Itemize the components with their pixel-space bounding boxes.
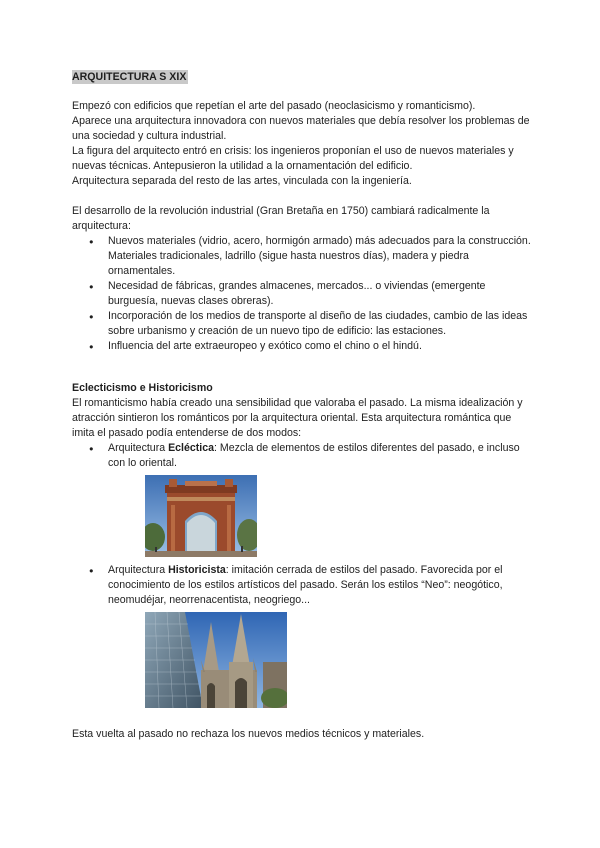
intro-line: La figura del arquitecto entró en crisis: los ingenieros proponían el uso de nuevos materiales y nuevas técnicas. Antepusieron la utilidad a la ornamentación del edificio. bbox=[72, 145, 514, 172]
document-page bbox=[72, 70, 532, 742]
item-bold-term: Ecléctica bbox=[168, 442, 215, 454]
eclecticism-lead: El romanticismo había creado una sensibilidad que valoraba el pasado. La misma idealización y atracción sintieron los románticos por la arquitectura oriental. Esta arquitectura romántica que imita el pasado podía entenderse de dos modos: bbox=[72, 397, 523, 439]
neogothic-cathedral-photo bbox=[145, 612, 287, 708]
eclecticism-list bbox=[72, 441, 532, 471]
revolution-lead: El desarrollo de la revolución industrial (Gran Bretaña en 1750) cambiará radicalmente la arquitectura: bbox=[72, 205, 490, 232]
intro-line: Aparece una arquitectura innovadora con nuevos materiales que debía resolver los problemas de una sociedad y cultura industrial. bbox=[72, 115, 530, 142]
item-bold-term: Historicista bbox=[168, 564, 226, 576]
list-item: ● Necesidad de fábricas, grandes almacenes, mercados... o viviendas (emergente burguesía, nuevas clases obreras). bbox=[108, 279, 532, 309]
arc-de-triomf-photo bbox=[145, 475, 257, 557]
list-item-historicist bbox=[108, 563, 532, 608]
intro-line: Arquitectura separada del resto de las artes, vinculada con la ingeniería. bbox=[72, 175, 412, 187]
revolution-block bbox=[72, 204, 532, 354]
list-item-eclectic bbox=[108, 441, 532, 471]
item-text: : Mezcla de elementos de estilos diferentes del pasado, e incluso con lo oriental. bbox=[108, 442, 520, 469]
list-item: ● Nuevos materiales (vidrio, acero, hormigón armado) más adecuados para la construcción. Materiales tradicionales, ladrillo (sigue hasta nuestros días), madera y piedra ornamentales. bbox=[108, 234, 532, 279]
intro-line: Empezó con edificios que repetían el arte del pasado (neoclasicismo y romanticismo). bbox=[72, 100, 476, 112]
list-item: ● Incorporación de los medios de transporte al diseño de las ciudades, cambio de las ideas sobre urbanismo y creación de un nuevo tipo de edificio: las estaciones. bbox=[108, 309, 532, 339]
section-heading: Eclecticismo e Historicismo bbox=[72, 382, 213, 394]
closing-paragraph: Esta vuelta al pasado no rechaza los nuevos medios técnicos y materiales. bbox=[72, 728, 425, 740]
historicism-list bbox=[72, 563, 532, 608]
intro-block bbox=[72, 99, 532, 189]
revolution-list bbox=[72, 234, 532, 354]
list-item: ● Influencia del arte extraeuropeo y exótico como el chino o el hindú. bbox=[108, 339, 532, 354]
item-prefix: Arquitectura bbox=[108, 442, 169, 454]
item-prefix: Arquitectura bbox=[108, 564, 169, 576]
item-text: : imitación cerrada de estilos del pasado. Favorecida por el conocimiento de los estilos artísticos del pasado. Serán los estilos “Neo”: neogótico, neomudéjar, neorrenacentista, neogriego... bbox=[108, 564, 503, 606]
document-title: ARQUITECTURA S XIX bbox=[72, 71, 187, 83]
